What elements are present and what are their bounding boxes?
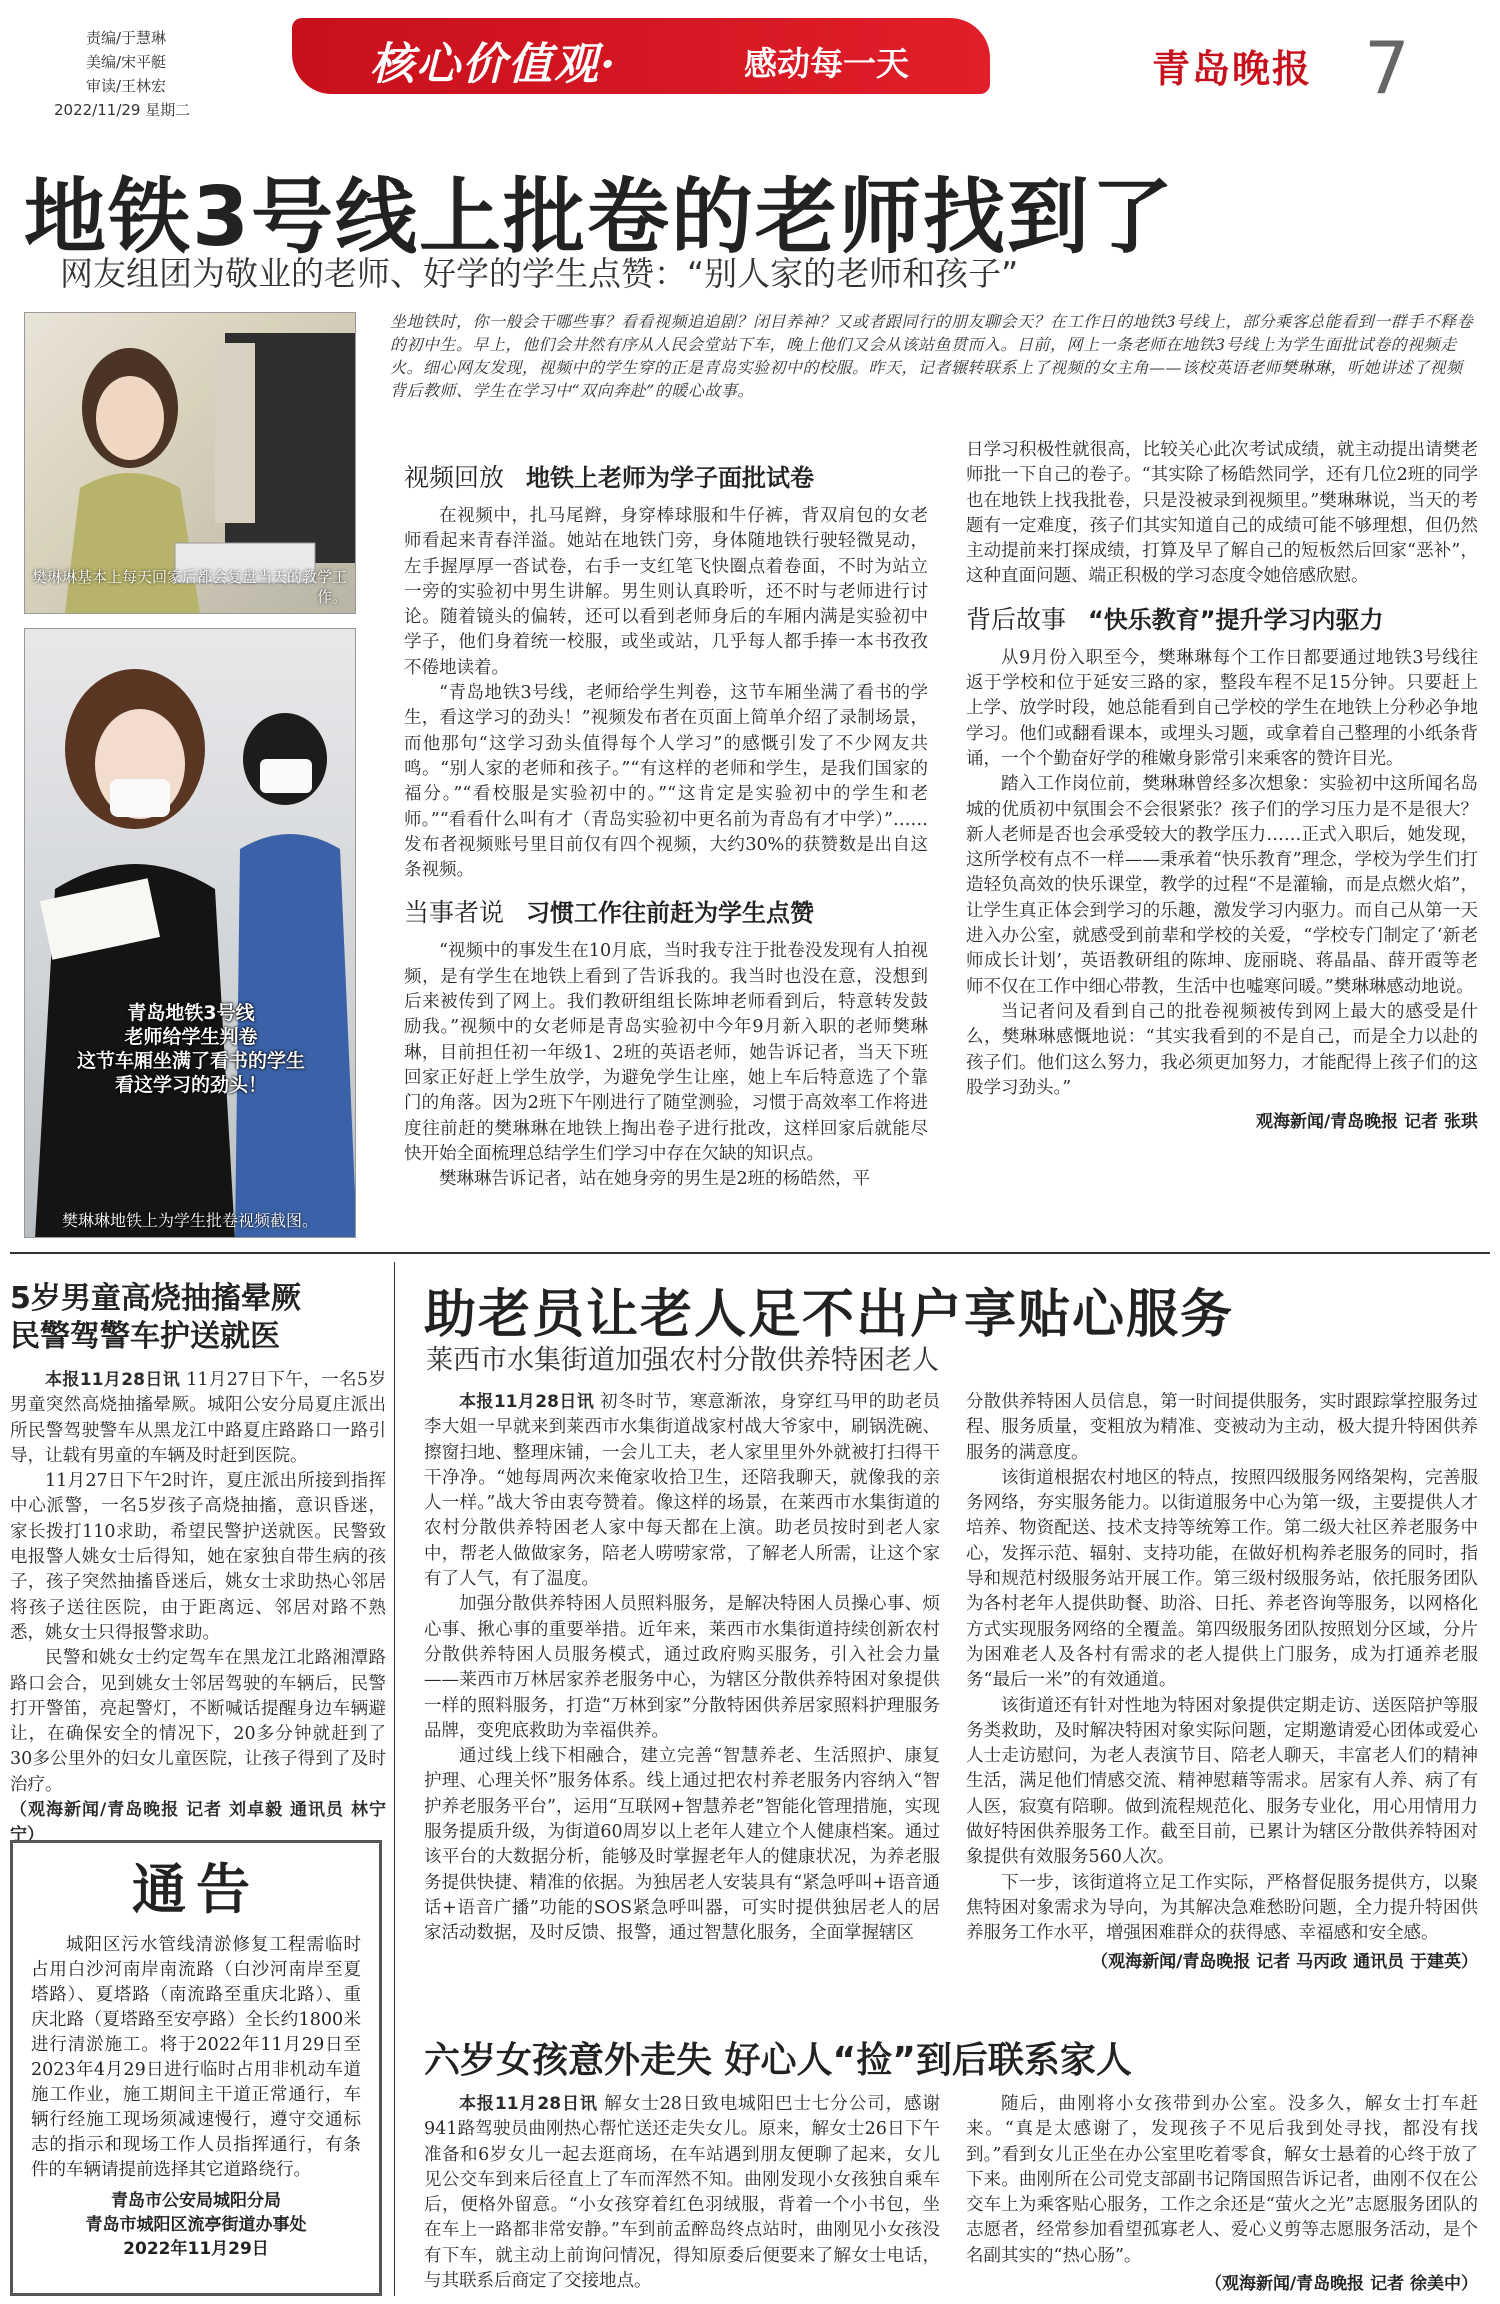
dateline: 本报11月28日讯 [459, 2094, 598, 2114]
paragraph: 分散供养特困人员信息，第一时间提供服务，实时跟踪掌控服务过程、服务质量，变粗放为精准、变被动为主动，极大提升特困供养服务的满意度。 [966, 1392, 1478, 1463]
story2-byline: （观海新闻/青岛晚报 记者 刘卓毅 通讯员 林宁宁） [10, 1800, 386, 1846]
dateline: 本报11月28日讯 [45, 1370, 181, 1390]
banner-core-values: 核心价值观 [370, 39, 600, 90]
story3-byline: （观海新闻/青岛晚报 记者 马丙政 通讯员 于建英） [1091, 1951, 1478, 1972]
story1-column-3 [966, 438, 1478, 1132]
overlay-line-3: 这节车厢坐满了看书的学生 [76, 1050, 305, 1072]
teacher-photo-caption: 樊琳琳基本上每天回家后都会复盘当天的教学工作。 [31, 568, 347, 606]
paragraph: 当记者问及看到自己的批卷视频被传到网上最大的感受是什么，樊琳琳感慨地说：“其实我看到的不是自己，而是全力以赴的孩子们。他们这么努力，我必须更加努力，才能配得上孩子们的这股学习劲头。” [966, 1001, 1478, 1098]
story2-headline: 5岁男童高烧抽搐晕厥 民警驾警车护送就医 [10, 1281, 301, 1354]
subway-photo-caption: 樊琳琳地铁上为学生批卷视频截图。 [61, 1211, 318, 1230]
paragraph: 在视频中，扎马尾辫，身穿棒球服和牛仔裤，背双肩包的女老师看起来青春洋溢。她站在地铁门旁，身体随地铁行驶轻微晃动，左手握厚厚一沓试卷，右手一支红笔飞快圈点着卷面，不时为站立一旁的实验初中男生讲解。男生则认真聆听，还不时与老师进行讨论。随着镜头的偏转，还可以看到老师身后的车厢内满是实验初中学子，他们身着统一校服，或坐或站，几乎每人都手捧一本书孜孜不倦地读着。 [404, 506, 928, 678]
section-banner [292, 18, 990, 94]
public-notice [10, 1840, 382, 2296]
paragraph: 11月27日下午2时许，夏庄派出所接到指挥中心派警，一名5岁孩子高烧抽搐，意识昏迷，家长拨打110求助，希望民警护送就医。民警致电报警人姚女士后得知，她在家独自带生病的孩子，孩子突然抽搐昏迷后，姚女士求助热心邻居将孩子送往医院，由于距离远、邻居对路不熟悉，姚女士只得报警求助。 [10, 1471, 386, 1643]
paragraph: 从9月份入职至今，樊琳琳每个工作日都要通过地铁3号线往返于学校和位于延安三路的家，整段车程不足15分钟。只要赶上上学、放学时段，她总能看到自己学校的学生在地铁上分秒必争地学习。他们或翻看课本，或埋头习题，或拿着自己整理的小纸条背诵，一个个勤奋好学的稚嫩身影常引来乘客的赞许目光。 [966, 647, 1478, 769]
paragraph: 下一步，该街道将立足工作实际，严格督促服务提供方，以聚焦特困对象需求为导向，为其解决急难愁盼问题，全力提升特困供养服务工作水平，增强困难群众的获得感、幸福感和安全感。 [966, 1872, 1478, 1944]
story3-headline: 助老员让老人足不出户享贴心服务 [424, 1285, 1235, 1345]
story1-byline: 观海新闻/青岛晚报 记者 张珙 [1255, 1112, 1478, 1133]
overlay-line-2: 老师给学生判卷 [124, 1026, 258, 1048]
paragraph: 随后，曲刚将小女孩带到办公室。没多久，解女士打车赶来。“真是太感谢了，发现孩子不见后我到处寻找，都没有找到。”看到女儿正坐在办公室里吃着零食，解女士悬着的心终于放了下来。曲刚所在公司党支部副书记隋国照告诉记者，曲刚不仅在公交车上为乘客贴心服务，工作之余还是“萤火之光”志愿服务团队的志愿者，经常参加看望孤寡老人、爱心义剪等志愿服务活动，是个名副其实的“热心肠”。 [966, 2094, 1478, 2266]
dateline: 本报11月28日讯 [459, 1392, 595, 1412]
paragraph: 加强分散供养特困人员照料服务，是解决特困人员操心事、烦心事、揪心事的重要举措。近年来，莱西市水集街道持续创新农村分散供养特困人员服务模式，通过政府购买服务，引入社会力量——莱西市万林居家养老服务中心，为辖区分散供养特困对象提供一样的照料服务，打造“万林到家”分散特困供养居家照料护理服务品牌，变兜底救助为幸福供养。 [424, 1594, 940, 1741]
main-headline: 地铁3号线上批卷的老师找到了 [24, 170, 1176, 265]
divider [394, 1262, 395, 2296]
divider [10, 1252, 1490, 1254]
page-meta [54, 26, 191, 122]
story4-column-2 [966, 2092, 1478, 2294]
banner-touching-every-day: 感动每一天 [744, 44, 909, 83]
notice-date: 2022年11月29日 [123, 2239, 269, 2259]
paragraph: 11月27日下午，一名5岁男童突然高烧抽搐晕厥。城阳公安分局夏庄派出所民警驾驶警车从黑龙江中路夏庄路路口一路引导，让载有男童的车辆及时赶到医院。 [10, 1370, 386, 1466]
story4-byline: （观海新闻/青岛晚报 记者 徐美中） [1204, 2274, 1478, 2295]
paragraph: “青岛地铁3号线，老师给学生判卷，这节车厢坐满了看书的学生，看这学习的劲头！”视频发布者在页面上简单介绍了录制场景，而他那句“这学习劲头值得每个人学习”的感慨引发了不少网友共鸣。“别人家的老师和孩子。”“有这样的老师和学生，是我们国家的福分。”“看校服是实验初中的。”“这肯定是实验初中的学生和老师。”“看看什么叫有才（青岛实验初中更名前为青岛有才中学）”……发布者视频账号里目前仅有四个视频，大约30%的获赞数是出自这条视频。 [404, 683, 928, 881]
story4-headline: 六岁女孩意外走失 好心人“捡”到后联系家人 [424, 2040, 1132, 2081]
main-subheadline: 网友组团为敬业的老师、好学的学生点赞：“别人家的老师和孩子” [60, 254, 1019, 293]
banner-dot: · [600, 39, 618, 90]
teacher-photo [24, 312, 356, 614]
paragraph: 通过线上线下相融合，建立完善“智慧养老、生活照护、康复护理、心理关怀”服务体系。线上通过把农村养老服务内容纳入“智护养老服务平台”，运用“互联网+智慧养老”智能化管理措施，实现服务提质升级，为街道60周岁以上老年人建立个人健康档案。通过该平台的大数据分析，能够及时掌握老年人的健康状况，为养老服务提供快捷、精准的依据。为独居老人安装具有“紧急呼叫+语音通话+语音广播”功能的SOS紧急呼叫器，可实时提供独居老人的居家活动数据，及时反馈、报警，通过智慧化服务，全面掌握辖区 [424, 1746, 940, 1944]
subway-photo-illustration [25, 629, 356, 1238]
paragraph: 初冬时节，寒意渐浓，身穿红马甲的助老员李大姐一早就来到莱西市水集街道战家村战大爷家中，刷锅洗碗、擦窗扫地、整理床铺，一会儿工夫，老人家里里外外就被打扫得干干净净。“她每周两次来俺家收拾卫生，还陪我聊天，就像我的亲人一样。”战大爷由衷夸赞着。像这样的场景，在莱西市水集街道的农村分散供养特困老人家中每天都在上演。助老员按时到老人家中，帮老人做做家务，陪老人唠唠家常，了解老人所需，让这个家有了人气，有了温度。 [424, 1392, 940, 1590]
section-heading-video-replay: 视频回放 地铁上老师为学子面批试卷 [404, 463, 815, 492]
section-heading-party-says: 当事者说 习惯工作往前赶为学生点赞 [404, 898, 815, 928]
overlay-line-4: 看这学习的劲头！ [114, 1074, 267, 1096]
newspaper-logo: 青岛晚报 [1152, 46, 1313, 91]
subway-video-screenshot [24, 628, 356, 1238]
section-heading-behind-story: 背后故事 “快乐教育”提升学习内驱力 [966, 604, 1384, 634]
paragraph: “视频中的事发生在10月底，当时我专注于批卷没发现有人拍视频，是有学生在地铁上看到了告诉我的。我当时也没在意，没想到后来被传到了网上。我们教研组组长陈坤老师看到后，特意转发鼓励我。”视频中的女老师是青岛实验初中今年9月新入职的老师樊琳琳，目前担任初一年级1、2班的英语老师，她告诉记者，当天下班回家正好赶上学生放学，为避免学生让座，她上车后特意选了个靠门的角落。因为2班下午刚进行了随堂测验，习惯于高效率工作将进度往前赶的樊琳琳在地铁上掏出卷子进行批改，这样回家后就能尽快开始全面梳理总结学生们学习中存在欠缺的知识点。 [404, 941, 928, 1164]
paragraph: 该街道根据农村地区的特点，按照四级服务网络架构，完善服务网络，夯实服务能力。以街道服务中心为第一级，主要提供人才培养、物资配送、技术支持等统筹工作。第二级大社区养老服务中心，发挥示范、辐射、支持功能，在做好机构养老服务的同时，指导和规范村级服务站开展工作。第三级村级服务站，依托服务团队为各村老年人提供助餐、助浴、日托、养老咨询等服务，以网格化方式实现服务网络的全覆盖。第四级服务团队按照划分区域，分片为困难老人及各村有需求的老人提供上门服务，成为打通养老服务“最后一米”的有效通道。 [966, 1467, 1478, 1691]
notice-title: 通告 [132, 1858, 260, 1921]
issue-date: 2022/11/29 星期二 [54, 101, 191, 119]
page-number: 7 [1364, 26, 1410, 110]
paragraph: 日学习积极性就很高，比较关心此次考试成绩，就主动提出请樊老师批一下自己的卷子。“其实除了杨皓然同学，还有几位2班的同学也在地铁上找我批卷，只是没被录到视频里。”樊琳琳说，当天的考题有一定难度，孩子们其实知道自己的成绩可能不够理想，但仍然主动提前来打探成绩，打算及早了解自己的短板然后回家“恶补”，这种直面问题、端正积极的学习态度令她倍感欣慰。 [966, 440, 1478, 587]
story2-body [10, 1368, 386, 1849]
paragraph: 该街道还有针对性地为特困对象提供定期走访、送医陪护等服务类救助，及时解决特困对象实际问题，定期邀请爱心团体或爱心人士走访慰问，为老人表演节目、陪老人聊天，丰富老人们的精神生活，满足他们情感交流、精神慰藉等需求。居家有人养、病了有人医，寂寞有陪聊。做到流程规范化、服务专业化，用心用情用力做好特困供养服务工作。截至目前，已累计为辖区分散供养特困对象提供有效服务560人次。 [966, 1695, 1478, 1868]
story3-subheadline: 莱西市水集街道加强农村分散供养特困老人 [426, 1345, 939, 1376]
reviewer-credit: 审读/王林宏 [86, 77, 167, 95]
editor-credit: 责编/于慧琳 [86, 29, 167, 47]
notice-body: 城阳区污水管线清淤修复工程需临时占用白沙河南岸南流路（白沙河南岸至夏塔路）、夏塔路（南流路至重庆北路）、重庆北路（夏塔路至安亭路）全长约1800米进行清淤施工。将于2022年11月29日至2023年4月29日进行临时占用非机动车道施工作业，施工期间主干道正常通行，车辆行经施工现场须减速慢行，遵守交通标志的指示和现场工作人员指挥通行，有条件的车辆请提前选择其它道路绕行。 [31, 1935, 361, 2180]
story3-column-2 [966, 1390, 1478, 1972]
paragraph: 民警和姚女士约定驾车在黑龙江北路湘潭路路口会合，见到姚女士邻居驾驶的车辆后，民警打开警笛，亮起警灯，不断喊话提醒身边车辆避让，在确保安全的情况下，20多分钟就赶到了30多公里外的妇女儿童医院，让孩子得到了及时治疗。 [10, 1648, 386, 1795]
overlay-line-1: 青岛地铁3号线 [127, 1002, 255, 1024]
story4-column-1 [424, 2092, 940, 2294]
story1-column-2 [404, 458, 928, 1192]
paragraph: 踏入工作岗位前，樊琳琳曾经多次想象：实验初中这所闻名岛城的优质初中氛围会不会很紧张？孩子们的学习压力是不是很大？新人老师是否也会承受较大的教学压力……正式入职后，她发现，这所学校有点不一样——秉承着“快乐教育”理念，学校为学生们打造轻负高效的快乐课堂，教学的过程“不是灌输，而是点燃火焰”，让学生真正体会到学习的乐趣，激发学习内驱力。而自己从第一天进入办公室，就感受到前辈和学校的关爱，“学校专门制定了‘新老师成长计划’，英语教研组的陈坤、庞丽晓、蒋晶晶、薛开霞等老师不仅在工作中细心带教，生活中也嘘寒问暖。”樊琳琳感动地说。 [966, 774, 1478, 997]
paragraph: 解女士28日致电城阳巴士七分公司，感谢941路驾驶员曲刚热心帮忙送还走失女儿。原来，解女士26日下午准备和6岁女儿一起去逛商场，在车站遇到朋友便聊了起来，女儿见公交车到来后径直上了车而浑然不知。曲刚发现小女孩独自乘车后，便格外留意。“小女孩穿着红色羽绒服，背着一个小书包，坐在车上一路都非常安静。”车到前孟醉岛终点站时，曲刚见小女孩没有下车，就主动上前询问情况，得知原委后便要来了解女士电话，与其联系后商定了交接地点。 [424, 2094, 940, 2292]
story3-column-1 [424, 1390, 940, 1947]
story-intro: 坐地铁时，你一般会干哪些事？看看视频追追剧？闭目养神？又或者跟同行的朋友聊会天？在工作日的地铁3号线上，部分乘客总能看到一群手不释卷的初中生。早上，他们会井然有序从人民会堂站下车，晚上他们又会从该站鱼贯而入。日前，网上一条老师在地铁3号线上为学生面批试卷的视频走火。细心网友发现，视频中的学生穿的正是青岛实验初中的校服。昨天，记者辗转联系上了视频的女主角——该校英语老师樊琳琳，听她讲述了视频背后教师、学生在学习中“双向奔赴”的暖心故事。 [390, 312, 1474, 400]
designer-credit: 美编/宋平艇 [86, 53, 167, 71]
paragraph: 樊琳琳告诉记者，站在她身旁的男生是2班的杨皓然，平 [439, 1169, 871, 1190]
notice-signature-office: 青岛市城阳区流亭街道办事处 [85, 2215, 307, 2235]
notice-signature-police: 青岛市公安局城阳分局 [111, 2191, 281, 2211]
